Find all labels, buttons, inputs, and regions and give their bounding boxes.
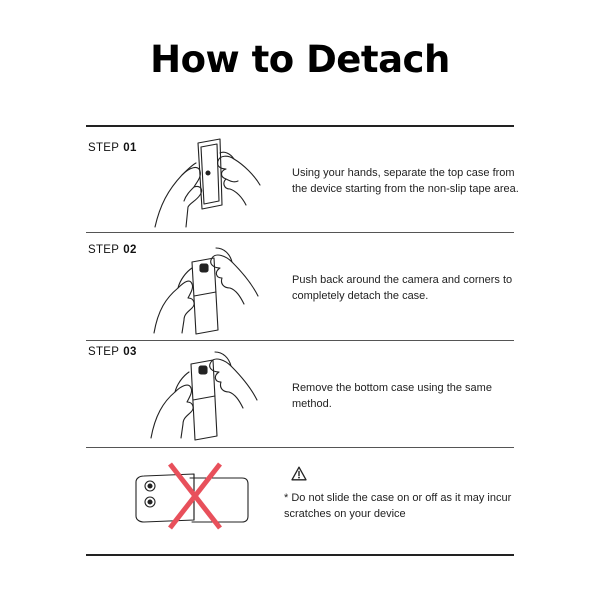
divider xyxy=(86,447,514,448)
divider xyxy=(86,340,514,341)
step-2-illustration xyxy=(150,238,265,338)
warning-text: * Do not slide the case on or off as it may incur scratches on your device xyxy=(284,492,512,520)
divider xyxy=(86,232,514,233)
step-3-description: Remove the bottom case using the same method. xyxy=(292,382,492,410)
warning-triangle-icon xyxy=(291,466,307,481)
step-3-label: STEP 03 xyxy=(88,346,137,358)
step-2-label: STEP 02 xyxy=(88,244,137,256)
step-1-label: STEP 01 xyxy=(88,142,137,154)
no-slide-illustration xyxy=(130,458,260,538)
divider xyxy=(86,554,514,556)
step-1-description: Using your hands, separate the top case from the device starting from the non-slip tape area. xyxy=(292,167,519,195)
page-title: How to Detach xyxy=(150,38,450,81)
step-3-illustration xyxy=(145,342,265,442)
step-1-illustration xyxy=(150,135,265,230)
divider xyxy=(86,125,514,127)
step-2-description: Push back around the camera and corners to completely detach the case. xyxy=(292,274,513,302)
